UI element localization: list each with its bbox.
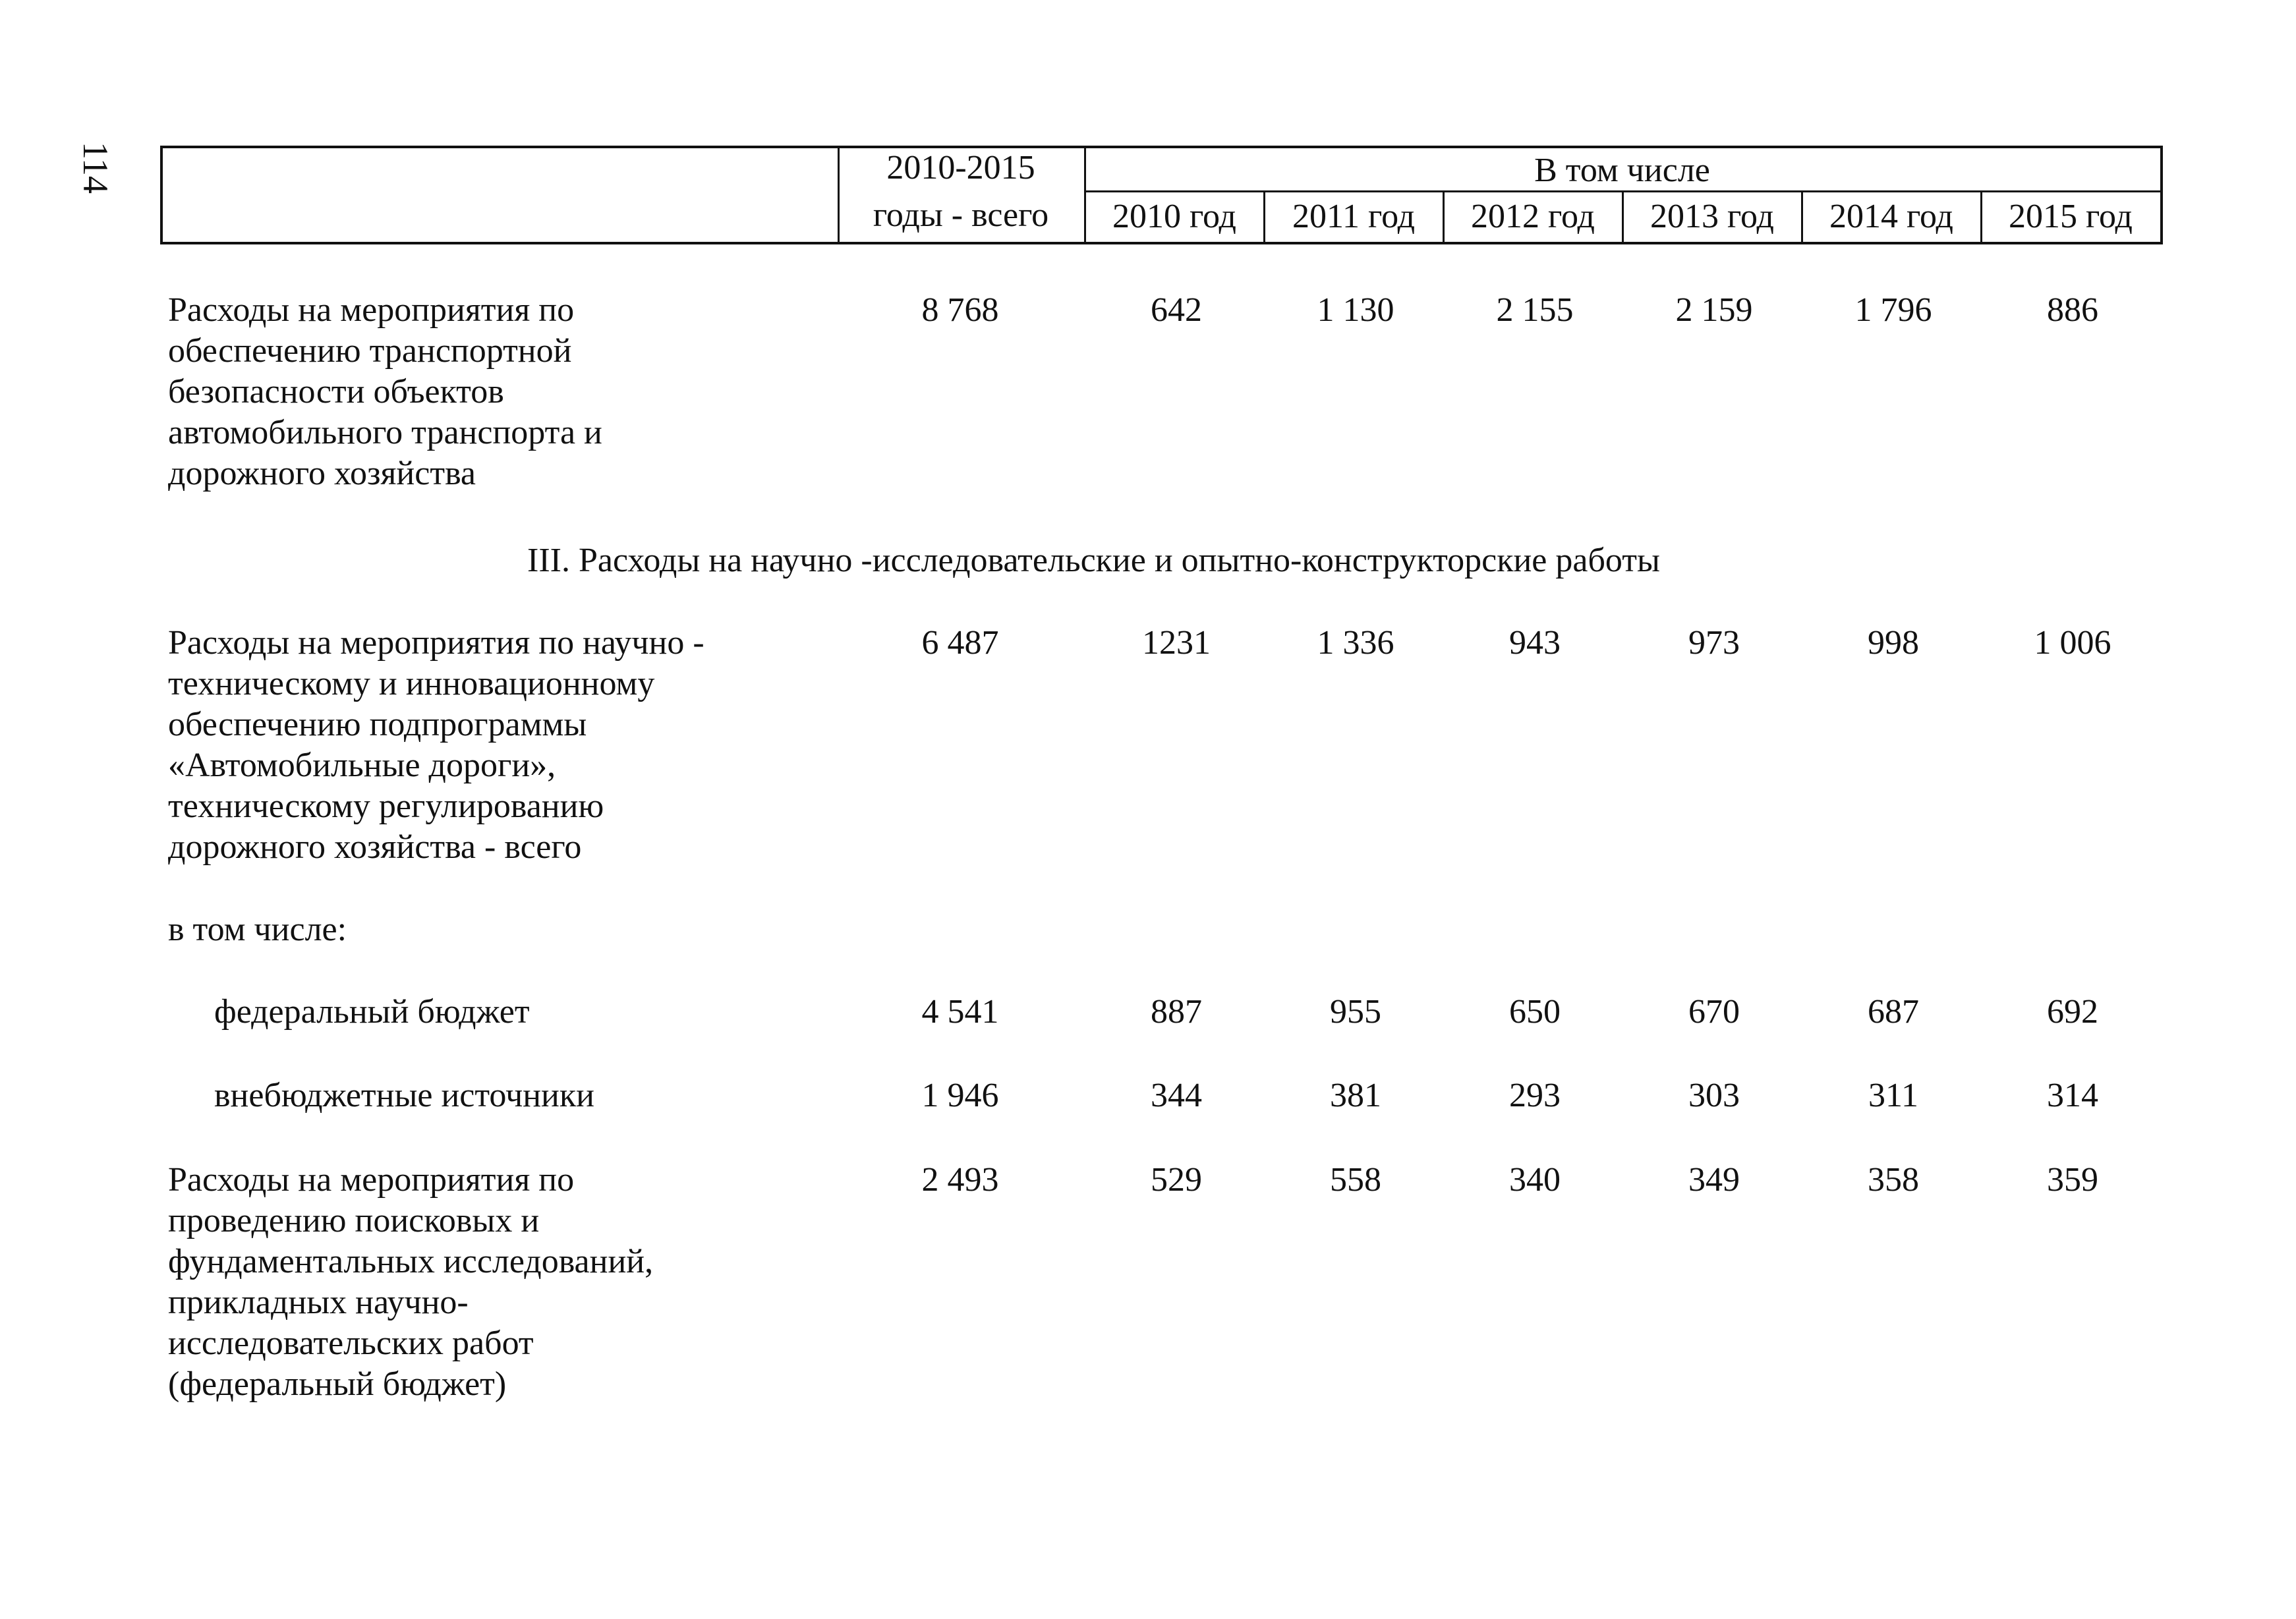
row-label-line: дорожного хозяйства — [168, 455, 476, 492]
cell-2011: 558 — [1330, 1161, 1381, 1199]
cell-2015: 359 — [2047, 1161, 2098, 1199]
row-label-line: «Автомобильные дороги», — [168, 747, 556, 784]
header-divider — [1084, 190, 2160, 192]
row-label-line: обеспечению транспортной — [168, 332, 572, 370]
row-label-line: дорожного хозяйства - всего — [168, 828, 582, 866]
page-number: 114 — [76, 142, 115, 194]
cell-2013: 349 — [1688, 1161, 1740, 1199]
header-year: 2011 год — [1292, 198, 1416, 235]
header-year: 2014 год — [1829, 198, 1953, 235]
cell-2013: 2 159 — [1675, 291, 1753, 329]
row-label-line: в том числе: — [168, 911, 347, 948]
row-label-line: фундаментальных исследований, — [168, 1243, 654, 1280]
row-label-line: федеральный бюджет — [214, 993, 530, 1031]
cell-2012: 2 155 — [1496, 291, 1574, 329]
header-including: В том числе — [1534, 152, 1710, 189]
cell-2011: 381 — [1330, 1077, 1381, 1114]
cell-total: 4 541 — [921, 993, 999, 1031]
section-heading: III. Расходы на научно -исследовательские и опытно-конструкторские работы — [527, 542, 1660, 579]
cell-2010: 529 — [1151, 1161, 1202, 1199]
cell-2013: 303 — [1688, 1077, 1740, 1114]
cell-2013: 973 — [1688, 624, 1740, 662]
cell-2012: 340 — [1509, 1161, 1561, 1199]
cell-2014: 998 — [1868, 624, 1919, 662]
row-label-line: (федеральный бюджет) — [168, 1365, 507, 1403]
cell-2015: 1 006 — [2034, 624, 2111, 662]
row-label-line: исследовательских работ — [168, 1324, 534, 1362]
row-label-line: Расходы на мероприятия по научно - — [168, 624, 704, 662]
cell-2015: 692 — [2047, 993, 2098, 1031]
cell-2014: 358 — [1868, 1161, 1919, 1199]
header-year: 2012 год — [1471, 198, 1595, 235]
cell-total: 1 946 — [921, 1077, 999, 1114]
cell-2014: 1 796 — [1854, 291, 1932, 329]
row-label-line: безопасности объектов — [168, 373, 504, 411]
row-label-extrabudgetary — [214, 1075, 807, 1116]
cell-2010: 642 — [1151, 291, 1202, 329]
cell-total: 6 487 — [921, 624, 999, 662]
row-label-transport-security — [168, 290, 761, 494]
cell-2015: 886 — [2047, 291, 2098, 329]
header-year: 2013 год — [1650, 198, 1774, 235]
cell-2013: 670 — [1688, 993, 1740, 1031]
cell-2014: 687 — [1868, 993, 1919, 1031]
cell-2011: 955 — [1330, 993, 1381, 1031]
cell-2010: 1231 — [1142, 624, 1211, 662]
row-label-line: Расходы на мероприятия по — [168, 1161, 575, 1199]
row-label-research — [168, 1160, 761, 1405]
row-label-line: автомобильного транспорта и — [168, 414, 602, 451]
cell-total: 8 768 — [921, 291, 999, 329]
header-total-line1: 2010-2015 — [886, 149, 1035, 186]
row-label-line: обеспечению подпрограммы — [168, 706, 587, 743]
header-total-line2: годы - всего — [873, 196, 1049, 234]
row-label-line: Расходы на мероприятия по — [168, 291, 575, 329]
cell-2011: 1 336 — [1317, 624, 1394, 662]
cell-2011: 1 130 — [1317, 291, 1394, 329]
header-year: 2010 год — [1112, 198, 1236, 235]
row-label-line: прикладных научно- — [168, 1284, 469, 1321]
cell-total: 2 493 — [921, 1161, 999, 1199]
row-label-line: проведению поисковых и — [168, 1202, 540, 1239]
header-year: 2015 год — [2009, 198, 2133, 235]
cell-2010: 344 — [1151, 1077, 1202, 1114]
row-label-line: внебюджетные источники — [214, 1077, 594, 1114]
row-label-federal-budget — [214, 992, 807, 1033]
row-label-including — [168, 909, 761, 950]
cell-2012: 293 — [1509, 1077, 1561, 1114]
cell-2015: 314 — [2047, 1077, 2098, 1114]
cell-2014: 311 — [1868, 1077, 1919, 1114]
cell-2012: 943 — [1509, 624, 1561, 662]
cell-2012: 650 — [1509, 993, 1561, 1031]
cell-2010: 887 — [1151, 993, 1202, 1031]
row-label-rnd-total — [168, 623, 761, 868]
table-header — [160, 146, 2163, 244]
row-label-line: техническому регулированию — [168, 787, 604, 825]
row-label-line: техническому и инновационному — [168, 665, 655, 702]
